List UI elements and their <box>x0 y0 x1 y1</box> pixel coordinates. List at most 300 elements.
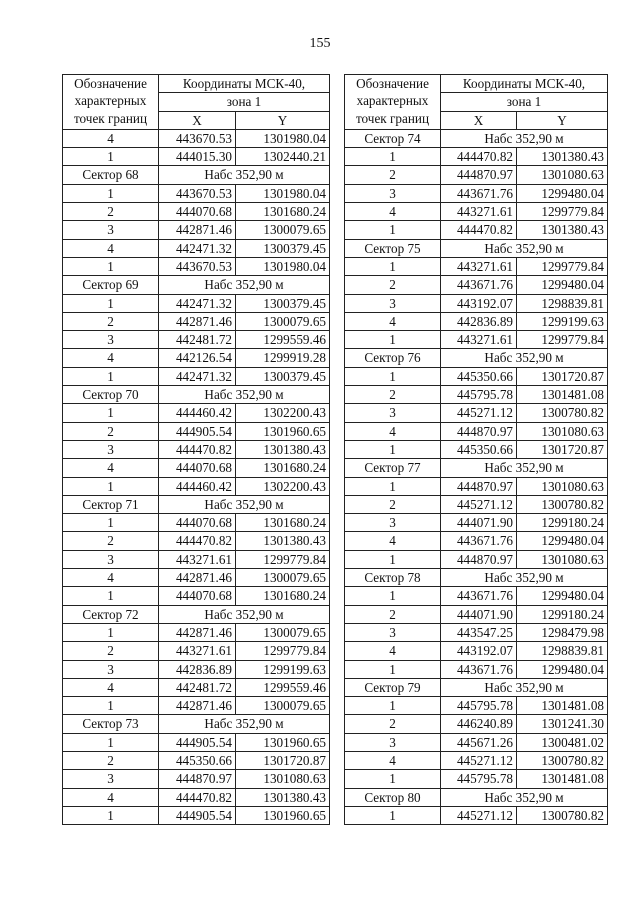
header-designation-line: характерных <box>356 93 429 109</box>
sector-row <box>63 166 330 184</box>
table-row <box>345 203 608 221</box>
y-coordinate: 1301080.63 <box>236 770 330 788</box>
table-row <box>63 806 330 824</box>
point-number: 1 <box>63 184 159 202</box>
y-coordinate: 1302200.43 <box>236 477 330 495</box>
x-coordinate: 443192.07 <box>441 642 517 660</box>
table-row <box>345 587 608 605</box>
x-coordinate: 444870.97 <box>441 422 517 440</box>
point-number: 1 <box>345 440 441 458</box>
x-coordinate: 444905.54 <box>159 806 236 824</box>
y-coordinate: 1301720.87 <box>517 440 608 458</box>
x-coordinate: 444870.97 <box>441 550 517 568</box>
y-coordinate: 1301481.08 <box>517 770 608 788</box>
point-number: 1 <box>63 623 159 641</box>
x-coordinate: 444905.54 <box>159 733 236 751</box>
sector-height: Набс 352,90 м <box>441 129 608 147</box>
table-row <box>345 715 608 733</box>
sector-row <box>345 239 608 257</box>
x-coordinate: 444470.82 <box>159 440 236 458</box>
point-number: 1 <box>345 367 441 385</box>
y-coordinate: 1299559.46 <box>236 331 330 349</box>
y-coordinate: 1301980.04 <box>236 257 330 275</box>
x-coordinate: 444470.82 <box>159 532 236 550</box>
sector-height: Набс 352,90 м <box>159 386 330 404</box>
y-coordinate: 1302200.43 <box>236 404 330 422</box>
table-row <box>345 697 608 715</box>
header-designation <box>345 75 441 130</box>
point-number: 3 <box>345 294 441 312</box>
point-number: 1 <box>63 257 159 275</box>
x-coordinate: 442871.46 <box>159 623 236 641</box>
table-row <box>345 367 608 385</box>
table-row <box>63 331 330 349</box>
sector-height: Набс 352,90 м <box>159 715 330 733</box>
y-coordinate: 1300379.45 <box>236 239 330 257</box>
y-coordinate: 1300780.82 <box>517 751 608 769</box>
y-coordinate: 1300079.65 <box>236 312 330 330</box>
point-number: 4 <box>63 349 159 367</box>
sector-row <box>345 459 608 477</box>
sector-row <box>345 129 608 147</box>
point-number: 1 <box>345 770 441 788</box>
table-body-left <box>63 129 330 824</box>
point-number: 4 <box>63 129 159 147</box>
x-coordinate: 444460.42 <box>159 404 236 422</box>
x-coordinate: 445795.78 <box>441 386 517 404</box>
x-coordinate: 445795.78 <box>441 770 517 788</box>
point-number: 4 <box>63 678 159 696</box>
point-number: 4 <box>63 239 159 257</box>
x-coordinate: 442471.32 <box>159 367 236 385</box>
x-coordinate: 443271.61 <box>159 642 236 660</box>
point-number: 2 <box>345 605 441 623</box>
x-coordinate: 445350.66 <box>441 367 517 385</box>
table-row <box>345 660 608 678</box>
x-coordinate: 442871.46 <box>159 697 236 715</box>
table-row <box>63 367 330 385</box>
sector-height: Набс 352,90 м <box>441 459 608 477</box>
table-row <box>63 514 330 532</box>
header-x: X <box>159 111 236 129</box>
table-row <box>63 440 330 458</box>
point-number: 1 <box>63 514 159 532</box>
point-number: 1 <box>345 477 441 495</box>
y-coordinate: 1301080.63 <box>517 422 608 440</box>
table-body-right <box>345 129 608 824</box>
y-coordinate: 1299559.46 <box>236 678 330 696</box>
table-row <box>345 751 608 769</box>
x-coordinate: 444870.97 <box>441 166 517 184</box>
table-row <box>63 129 330 147</box>
point-number: 2 <box>345 386 441 404</box>
x-coordinate: 442126.54 <box>159 349 236 367</box>
point-number: 3 <box>63 331 159 349</box>
x-coordinate: 445271.12 <box>441 495 517 513</box>
x-coordinate: 443671.76 <box>441 660 517 678</box>
y-coordinate: 1299480.04 <box>517 276 608 294</box>
y-coordinate: 1301080.63 <box>517 477 608 495</box>
table-row <box>345 404 608 422</box>
table-row <box>345 605 608 623</box>
x-coordinate: 443670.53 <box>159 257 236 275</box>
x-coordinate: 446240.89 <box>441 715 517 733</box>
y-coordinate: 1300780.82 <box>517 404 608 422</box>
table-row <box>345 532 608 550</box>
sector-height: Набс 352,90 м <box>441 788 608 806</box>
x-coordinate: 443271.61 <box>441 331 517 349</box>
y-coordinate: 1301720.87 <box>517 367 608 385</box>
table-row <box>63 788 330 806</box>
y-coordinate: 1300079.65 <box>236 569 330 587</box>
point-number: 1 <box>345 221 441 239</box>
sector-label: Сектор 80 <box>345 788 441 806</box>
sector-row <box>345 349 608 367</box>
table-row <box>345 148 608 166</box>
y-coordinate: 1301481.08 <box>517 697 608 715</box>
header-coords-title: Координаты МСК-40, <box>159 75 330 93</box>
point-number: 1 <box>345 697 441 715</box>
y-coordinate: 1299480.04 <box>517 184 608 202</box>
y-coordinate: 1301720.87 <box>236 751 330 769</box>
point-number: 2 <box>63 203 159 221</box>
x-coordinate: 445271.12 <box>441 806 517 824</box>
sector-height: Набс 352,90 м <box>441 678 608 696</box>
sector-height: Набс 352,90 м <box>441 349 608 367</box>
point-number: 3 <box>63 221 159 239</box>
header-designation-line: Обозначение <box>356 76 429 91</box>
sector-row <box>345 569 608 587</box>
y-coordinate: 1300481.02 <box>517 733 608 751</box>
y-coordinate: 1299779.84 <box>517 203 608 221</box>
table-row <box>63 697 330 715</box>
x-coordinate: 443671.76 <box>441 276 517 294</box>
header-designation <box>63 75 159 130</box>
x-coordinate: 442871.46 <box>159 312 236 330</box>
point-number: 4 <box>345 312 441 330</box>
point-number: 4 <box>345 532 441 550</box>
table-row <box>63 239 330 257</box>
sector-label: Сектор 73 <box>63 715 159 733</box>
y-coordinate: 1301080.63 <box>517 166 608 184</box>
y-coordinate: 1301380.43 <box>517 148 608 166</box>
table-row <box>345 477 608 495</box>
point-number: 2 <box>345 166 441 184</box>
point-number: 2 <box>63 642 159 660</box>
x-coordinate: 442481.72 <box>159 678 236 696</box>
x-coordinate: 442471.32 <box>159 239 236 257</box>
sector-row <box>345 678 608 696</box>
point-number: 4 <box>63 788 159 806</box>
x-coordinate: 444460.42 <box>159 477 236 495</box>
y-coordinate: 1299480.04 <box>517 660 608 678</box>
table-row <box>63 257 330 275</box>
y-coordinate: 1300780.82 <box>517 495 608 513</box>
point-number: 1 <box>63 367 159 385</box>
point-number: 4 <box>63 459 159 477</box>
y-coordinate: 1301980.04 <box>236 129 330 147</box>
y-coordinate: 1301960.65 <box>236 733 330 751</box>
y-coordinate: 1299779.84 <box>517 257 608 275</box>
y-coordinate: 1301380.43 <box>517 221 608 239</box>
table-row <box>63 550 330 568</box>
y-coordinate: 1300780.82 <box>517 806 608 824</box>
y-coordinate: 1298839.81 <box>517 642 608 660</box>
table-row <box>63 294 330 312</box>
y-coordinate: 1299919.28 <box>236 349 330 367</box>
header-designation-line: точек границ <box>355 110 430 126</box>
x-coordinate: 443547.25 <box>441 623 517 641</box>
y-coordinate: 1301080.63 <box>517 550 608 568</box>
point-number: 3 <box>63 550 159 568</box>
sector-height: Набс 352,90 м <box>159 495 330 513</box>
point-number: 2 <box>63 422 159 440</box>
x-coordinate: 443670.53 <box>159 129 236 147</box>
x-coordinate: 442481.72 <box>159 331 236 349</box>
x-coordinate: 443271.61 <box>159 550 236 568</box>
y-coordinate: 1300079.65 <box>236 623 330 641</box>
x-coordinate: 443670.53 <box>159 184 236 202</box>
table-row <box>345 440 608 458</box>
header-coords-zone: зона 1 <box>159 93 330 111</box>
table-row <box>63 623 330 641</box>
x-coordinate: 443671.76 <box>441 184 517 202</box>
y-coordinate: 1299779.84 <box>236 642 330 660</box>
sector-row <box>63 605 330 623</box>
y-coordinate: 1301680.24 <box>236 203 330 221</box>
point-number: 1 <box>345 148 441 166</box>
header-coords-title: Координаты МСК-40, <box>441 75 608 93</box>
x-coordinate: 445350.66 <box>159 751 236 769</box>
point-number: 1 <box>63 697 159 715</box>
sector-label: Сектор 69 <box>63 276 159 294</box>
sector-label: Сектор 74 <box>345 129 441 147</box>
table-row <box>63 660 330 678</box>
sector-row <box>63 386 330 404</box>
table-row <box>63 642 330 660</box>
point-number: 3 <box>345 623 441 641</box>
coordinates-table-left <box>62 74 330 825</box>
table-row <box>345 770 608 788</box>
table-row <box>63 733 330 751</box>
point-number: 3 <box>345 404 441 422</box>
x-coordinate: 444470.82 <box>159 788 236 806</box>
header-x: X <box>441 111 517 129</box>
point-number: 3 <box>63 440 159 458</box>
y-coordinate: 1302440.21 <box>236 148 330 166</box>
point-number: 1 <box>63 148 159 166</box>
x-coordinate: 443271.61 <box>441 203 517 221</box>
table-row <box>63 678 330 696</box>
point-number: 1 <box>345 550 441 568</box>
sector-label: Сектор 77 <box>345 459 441 477</box>
y-coordinate: 1301481.08 <box>517 386 608 404</box>
x-coordinate: 442471.32 <box>159 294 236 312</box>
table-row <box>345 257 608 275</box>
point-number: 1 <box>63 294 159 312</box>
table-row <box>63 404 330 422</box>
point-number: 3 <box>345 733 441 751</box>
table-row <box>63 312 330 330</box>
y-coordinate: 1301241.30 <box>517 715 608 733</box>
sector-row <box>63 495 330 513</box>
table-row <box>63 203 330 221</box>
header-designation-line: характерных <box>74 93 147 109</box>
x-coordinate: 444070.68 <box>159 587 236 605</box>
table-row <box>345 166 608 184</box>
point-number: 4 <box>345 751 441 769</box>
y-coordinate: 1300379.45 <box>236 367 330 385</box>
y-coordinate: 1299480.04 <box>517 587 608 605</box>
x-coordinate: 444905.54 <box>159 422 236 440</box>
table-row <box>345 312 608 330</box>
x-coordinate: 444071.90 <box>441 605 517 623</box>
table-row <box>345 733 608 751</box>
x-coordinate: 444470.82 <box>441 148 517 166</box>
table-row <box>345 806 608 824</box>
point-number: 2 <box>345 715 441 733</box>
sector-label: Сектор 72 <box>63 605 159 623</box>
y-coordinate: 1299779.84 <box>517 331 608 349</box>
point-number: 1 <box>345 587 441 605</box>
x-coordinate: 442871.46 <box>159 569 236 587</box>
point-number: 2 <box>63 312 159 330</box>
y-coordinate: 1301960.65 <box>236 806 330 824</box>
table-row <box>63 770 330 788</box>
point-number: 3 <box>345 184 441 202</box>
x-coordinate: 442836.89 <box>159 660 236 678</box>
point-number: 2 <box>63 532 159 550</box>
header-y: Y <box>517 111 608 129</box>
point-number: 1 <box>345 331 441 349</box>
sector-height: Набс 352,90 м <box>441 569 608 587</box>
table-row <box>63 532 330 550</box>
y-coordinate: 1299779.84 <box>236 550 330 568</box>
table-row <box>345 642 608 660</box>
y-coordinate: 1299180.24 <box>517 605 608 623</box>
y-coordinate: 1298839.81 <box>517 294 608 312</box>
point-number: 1 <box>63 404 159 422</box>
table-row <box>63 184 330 202</box>
x-coordinate: 445795.78 <box>441 697 517 715</box>
table-row <box>63 477 330 495</box>
table-row <box>63 148 330 166</box>
sector-label: Сектор 68 <box>63 166 159 184</box>
point-number: 3 <box>345 514 441 532</box>
x-coordinate: 445350.66 <box>441 440 517 458</box>
point-number: 3 <box>63 770 159 788</box>
x-coordinate: 444870.97 <box>441 477 517 495</box>
point-number: 4 <box>63 569 159 587</box>
y-coordinate: 1300079.65 <box>236 697 330 715</box>
sector-row <box>63 715 330 733</box>
point-number: 1 <box>345 660 441 678</box>
x-coordinate: 445271.12 <box>441 404 517 422</box>
sector-label: Сектор 79 <box>345 678 441 696</box>
sector-height: Набс 352,90 м <box>441 239 608 257</box>
table-row <box>63 569 330 587</box>
table-row <box>345 294 608 312</box>
sector-height: Набс 352,90 м <box>159 166 330 184</box>
y-coordinate: 1299199.63 <box>236 660 330 678</box>
sector-label: Сектор 78 <box>345 569 441 587</box>
point-number: 3 <box>63 660 159 678</box>
y-coordinate: 1299480.04 <box>517 532 608 550</box>
sector-label: Сектор 71 <box>63 495 159 513</box>
sector-height: Набс 352,90 м <box>159 276 330 294</box>
y-coordinate: 1301380.43 <box>236 440 330 458</box>
x-coordinate: 443671.76 <box>441 532 517 550</box>
table-row <box>345 422 608 440</box>
point-number: 1 <box>63 477 159 495</box>
table-row <box>345 550 608 568</box>
table-row <box>345 495 608 513</box>
point-number: 4 <box>345 642 441 660</box>
point-number: 4 <box>345 422 441 440</box>
header-coords-zone: зона 1 <box>441 93 608 111</box>
y-coordinate: 1301960.65 <box>236 422 330 440</box>
sector-label: Сектор 75 <box>345 239 441 257</box>
y-coordinate: 1299199.63 <box>517 312 608 330</box>
point-number: 2 <box>345 495 441 513</box>
table-row <box>63 459 330 477</box>
x-coordinate: 442836.89 <box>441 312 517 330</box>
y-coordinate: 1299180.24 <box>517 514 608 532</box>
header-designation-line: точек границ <box>73 110 148 126</box>
y-coordinate: 1300079.65 <box>236 221 330 239</box>
y-coordinate: 1301380.43 <box>236 788 330 806</box>
y-coordinate: 1301680.24 <box>236 514 330 532</box>
sector-label: Сектор 76 <box>345 349 441 367</box>
y-coordinate: 1298479.98 <box>517 623 608 641</box>
table-row <box>63 422 330 440</box>
header-y: Y <box>236 111 330 129</box>
point-number: 4 <box>345 203 441 221</box>
y-coordinate: 1300379.45 <box>236 294 330 312</box>
point-number: 1 <box>345 257 441 275</box>
sector-row <box>63 276 330 294</box>
sector-label: Сектор 70 <box>63 386 159 404</box>
x-coordinate: 444071.90 <box>441 514 517 532</box>
table-row <box>345 276 608 294</box>
table-row <box>345 386 608 404</box>
x-coordinate: 444070.68 <box>159 459 236 477</box>
header-designation-line: Обозначение <box>74 76 147 91</box>
point-number: 1 <box>345 806 441 824</box>
x-coordinate: 445671.26 <box>441 733 517 751</box>
x-coordinate: 444015.30 <box>159 148 236 166</box>
y-coordinate: 1301380.43 <box>236 532 330 550</box>
point-number: 2 <box>63 751 159 769</box>
x-coordinate: 443271.61 <box>441 257 517 275</box>
table-row <box>345 184 608 202</box>
table-row <box>345 331 608 349</box>
table-row <box>63 751 330 769</box>
y-coordinate: 1301680.24 <box>236 587 330 605</box>
table-row <box>63 587 330 605</box>
table-row <box>345 623 608 641</box>
sector-height: Набс 352,90 м <box>159 605 330 623</box>
x-coordinate: 444870.97 <box>159 770 236 788</box>
table-row <box>63 349 330 367</box>
table-row <box>345 221 608 239</box>
point-number: 1 <box>63 587 159 605</box>
point-number: 2 <box>345 276 441 294</box>
x-coordinate: 444070.68 <box>159 514 236 532</box>
point-number: 1 <box>63 806 159 824</box>
table-row <box>63 221 330 239</box>
table-row <box>345 514 608 532</box>
